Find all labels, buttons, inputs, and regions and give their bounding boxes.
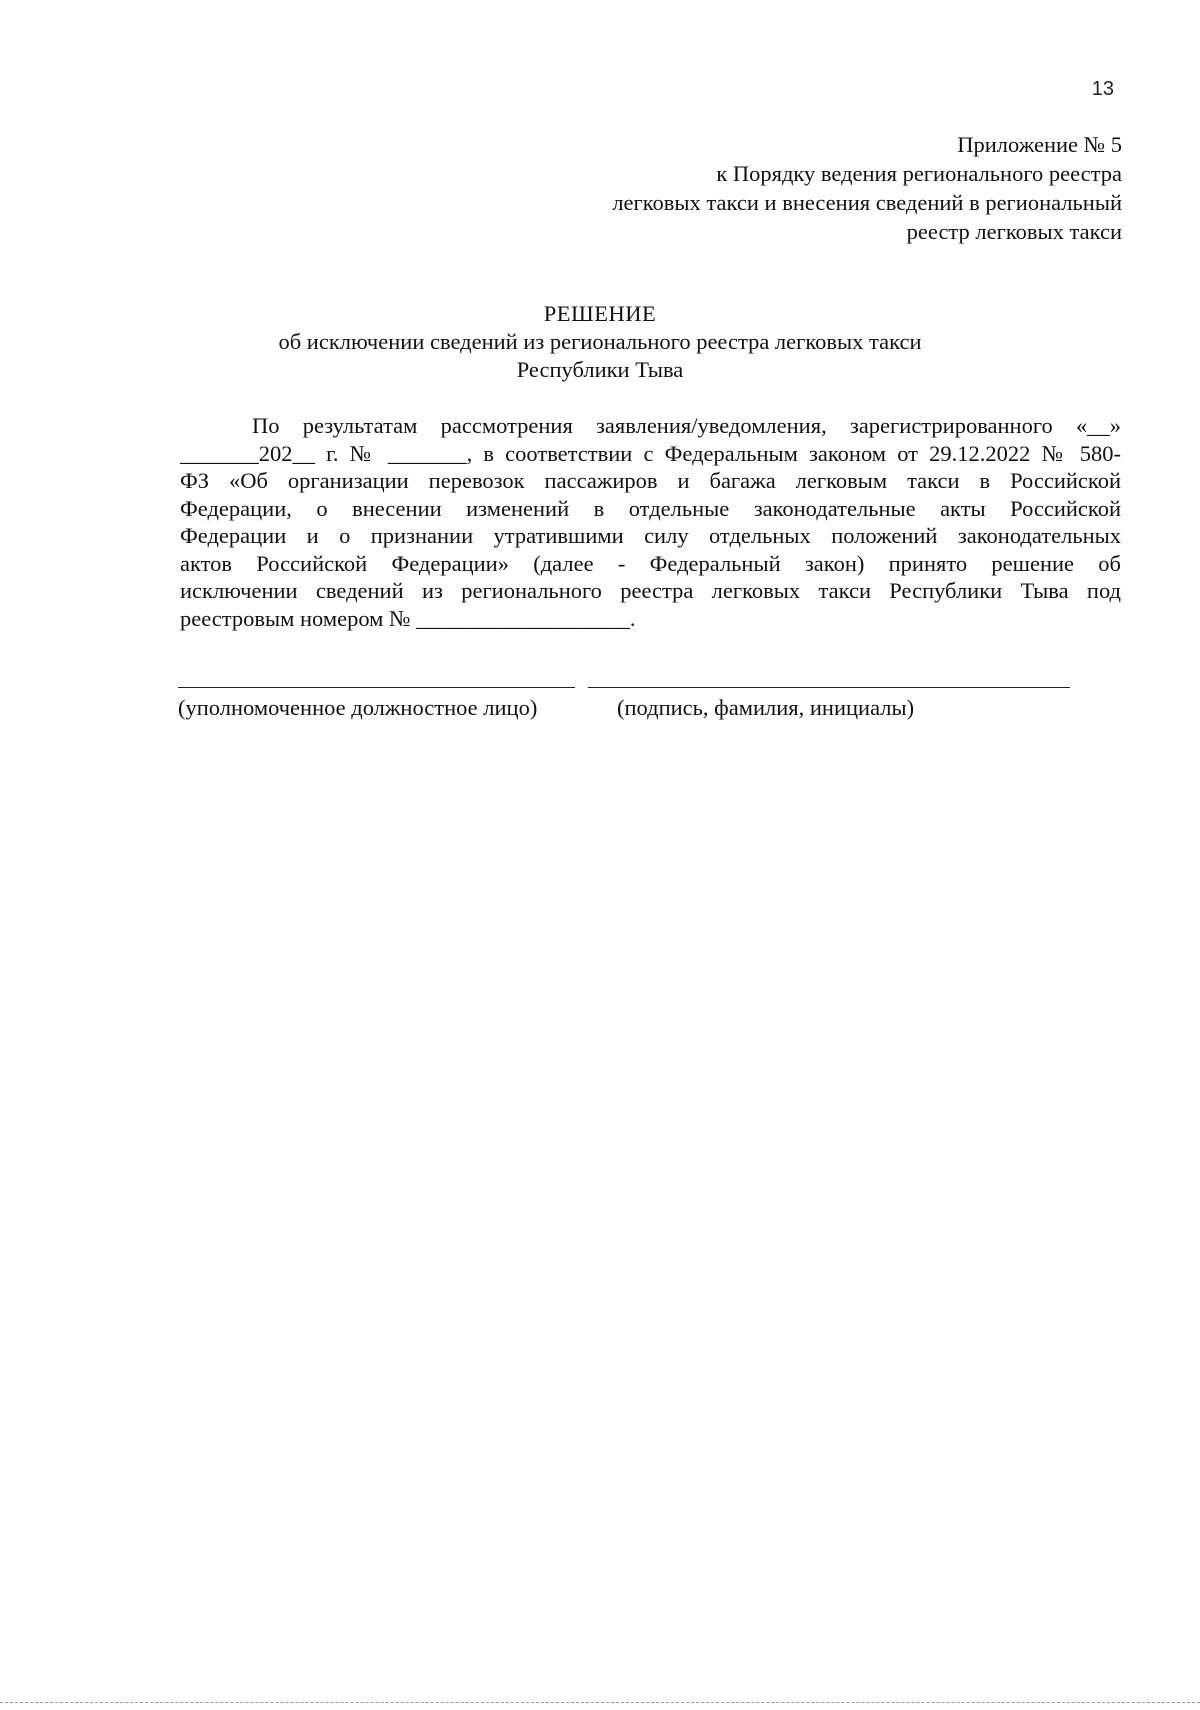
signature-label: (подпись, фамилия, инициалы) bbox=[617, 695, 915, 720]
appendix-line: к Порядку ведения регионального реестра bbox=[716, 161, 1122, 186]
body-line: Федерации и о признании утратившими силу отдельных положений законодательных bbox=[180, 523, 1121, 548]
document-title: РЕШЕНИЕ bbox=[543, 301, 657, 326]
official-signature-line bbox=[178, 687, 575, 688]
body-line: актов Российской Федерации» (далее - Федеральный закон) принято решение об bbox=[180, 550, 1121, 576]
body-line: реестровым номером № ___________________. bbox=[180, 605, 636, 631]
page-number: 13 bbox=[1091, 78, 1114, 100]
appendix-line: реестр легковых такси bbox=[906, 219, 1122, 244]
document-subtitle: об исключении сведений из регионального реестра легковых такси bbox=[278, 329, 922, 354]
title-block bbox=[0, 300, 1200, 384]
scan-edge-divider bbox=[0, 1702, 1200, 1703]
document-subtitle-region: Республики Тыва bbox=[516, 357, 684, 382]
decision-body bbox=[180, 412, 1121, 632]
official-label: (уполномоченное должностное лицо) bbox=[178, 695, 538, 720]
body-line: Федерации, о внесении изменений в отдельные законодательные акты Российской bbox=[180, 495, 1121, 521]
signature-line bbox=[588, 687, 1070, 688]
body-line: ФЗ «Об организации перевозок пассажиров и багажа легковым такси в Российской bbox=[180, 468, 1121, 493]
body-line: исключении сведений из регионального реестра легковых такси Республики Тыва под bbox=[180, 578, 1121, 603]
appendix-line: легковых такси и внесения сведений в региональный bbox=[612, 190, 1122, 215]
appendix-line: Приложение № 5 bbox=[957, 132, 1122, 157]
body-line: По результатам рассмотрения заявления/уведомления, зарегистрированного «__» bbox=[252, 413, 1121, 438]
body-line: _______202__ г. № _______, в соответствии с Федеральным законом от 29.12.2022 № 580- bbox=[180, 440, 1121, 466]
appendix-block bbox=[502, 130, 1122, 246]
